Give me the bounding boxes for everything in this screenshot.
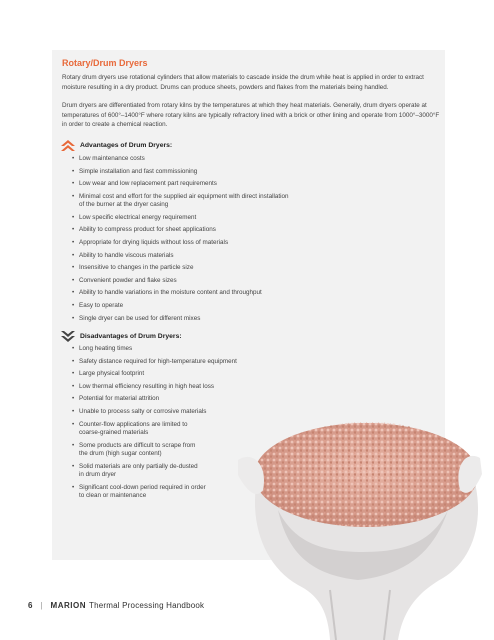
advantages-item: • Single dryer can be used for different mixes — [72, 315, 442, 324]
disadvantages-item: • Potential for material attrition — [72, 395, 442, 404]
disadvantages-item: • Unable to process salty or corrosive materials — [72, 408, 442, 417]
advantages-list — [72, 155, 442, 323]
page-footer — [28, 601, 204, 610]
advantages-item: • Simple installation and fast commissioning — [72, 168, 442, 177]
disadvantages-item-line: • Counter-flow applications are limited to — [79, 420, 188, 428]
disadvantages-item: • Long heating times — [72, 345, 442, 354]
advantages-title: Advantages of Drum Dryers: — [80, 142, 173, 150]
advantages-item: • Ability to handle variations in the moisture content and throughput — [72, 289, 442, 298]
disadvantages-item: • Low thermal efficiency resulting in high heat loss — [72, 383, 442, 392]
advantages-item — [72, 193, 442, 210]
disadvantages-item-line: in drum dryer — [79, 471, 117, 479]
disadvantages-header — [60, 329, 442, 343]
advantages-item-line: • Minimal cost and effort for the supplied air equipment with direct installation — [79, 192, 289, 200]
footer-brand: MARION — [50, 601, 86, 610]
advantages-item: • Appropriate for drying liquids without loss of materials — [72, 239, 442, 248]
advantages-item: • Ability to handle viscous materials — [72, 252, 442, 261]
disadvantages-item: • Safety distance required for high-temperature equipment — [72, 358, 442, 367]
advantages-header — [60, 139, 442, 153]
disadvantages-item-line: • Solid materials are only partially de-dusted — [79, 462, 198, 470]
disadvantages-item-line: coarse-grained materials — [79, 429, 149, 437]
disadvantages-item: • Large physical footprint — [72, 370, 442, 379]
footer-separator: | — [40, 601, 43, 610]
advantages-item: • Low wear and low replacement part requirements — [72, 180, 442, 189]
advantages-item: • Low maintenance costs — [72, 155, 442, 164]
advantages-item: • Easy to operate — [72, 302, 442, 311]
disadvantages-title: Disadvantages of Drum Dryers: — [80, 332, 182, 340]
advantages-item: • Low specific electrical energy requirement — [72, 214, 442, 223]
footer-book-title: Thermal Processing Handbook — [88, 601, 205, 610]
advantages-item: • Insensitive to changes in the particle size — [72, 264, 442, 273]
disadvantages-item-line: • Significant cool-down period required in order — [79, 483, 206, 491]
advantages-item-line: of the burner at the dryer casing — [79, 201, 169, 209]
intro-paragraph-2: Drum dryers are differentiated from rotary kilns by the temperatures at which they heat materials. Generally, drum dryers operate at temperatures of 600°–1400°F where rotary kilns are typically refractory lined with a brick or other lining and operate from 1000°–3000°F in order to create a chemical reaction. — [62, 102, 440, 129]
section-heading: Rotary/Drum Dryers — [62, 58, 148, 68]
hands-holding-granules-image — [218, 380, 494, 640]
disadvantages-item-line: • Some products are difficult to scrape from — [79, 441, 196, 449]
intro-paragraph-1: Rotary drum dryers use rotational cylinders that allow materials to cascade inside the drum while heat is applied in order to extract moisture resulting in a dry product. Drums can produce sheets, powders and flakes from the materials being handled. — [62, 74, 424, 91]
advantages-section — [62, 139, 442, 323]
advantages-item: • Ability to compress product for sheet applications — [72, 226, 442, 235]
chevron-down-icon — [60, 329, 76, 343]
disadvantages-item-line: the drum (high sugar content) — [79, 450, 162, 458]
page-number: 6 — [28, 601, 33, 610]
disadvantages-item-line: to clean or maintenance — [79, 492, 147, 500]
advantages-item: • Convenient powder and flake sizes — [72, 277, 442, 286]
chevron-up-icon — [60, 139, 76, 153]
